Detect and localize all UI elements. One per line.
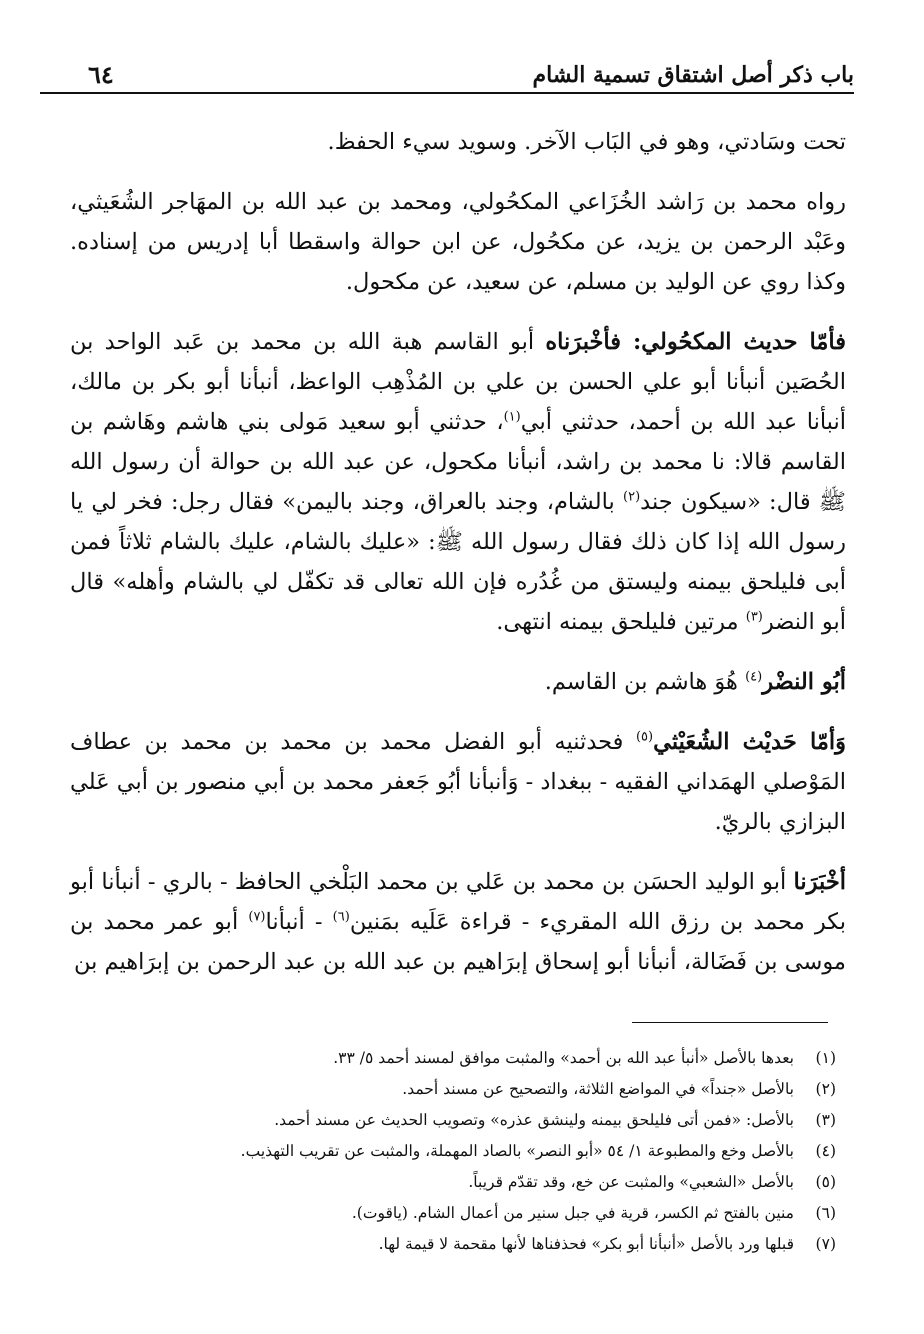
footnote [60,1043,836,1074]
footnote-separator [632,1022,828,1023]
chapter-title: باب ذكر أصل اشتقاق تسمية الشام [532,62,854,88]
running-header [40,40,854,88]
footnote-number: (٢) [815,1080,836,1098]
footnote-text: قبلها ورد بالأصل «أنبأنا أبو بكر» فحذفناها لأنها مقحمة لا قيمة لها. [378,1235,794,1253]
paragraph-5 [70,722,846,842]
paragraph-lead: أبُو النضْر [762,669,846,695]
footnote-ref: (٧) [248,909,266,925]
footnote-text: بالأصل وخع والمطبوعة ١/ ٥٤ «أبو النصر» بالصاد المهملة، والمثبت عن تقريب التهذيب. [240,1142,794,1160]
footnote [60,1198,836,1229]
footnote-number: (٤) [815,1142,836,1160]
footnote-number: (٦) [815,1204,836,1222]
paragraph-text: - أنبأنا [265,909,333,935]
paragraph-text: هُوَ هاشم بن القاسم. [544,669,746,695]
footnote [60,1229,836,1260]
footnote-number: (٧) [815,1235,836,1253]
paragraph-3 [70,322,846,642]
footnote [60,1074,836,1105]
paragraph-1: تحت وسَادتي، وهو في البَاب الآخر. وسويد سيء الحفظ. [327,129,846,155]
paragraph-text: أبو عمر محمد بن موسى بن فَضَالة، أنبأنا أبو إسحاق إبرَاهيم بن عبد الله بن عبد الرحمن بن إبرَاهيم بن [70,909,846,975]
footnote-ref: (٢) [623,489,641,505]
footnote-ref: (٣) [745,609,763,625]
footnote-text: بالأصل «جنداً» في المواضع الثلاثة، والتصحيح عن مسند أحمد. [402,1080,794,1098]
footnote-ref: (٤) [745,669,763,685]
footnote [60,1136,836,1167]
paragraph-lead: أخْبَرَنا [793,869,846,895]
page-number: ٦٤ [88,60,114,89]
header-rule [40,92,854,94]
paragraph-text: مرتين فليلحق بيمنه انتهى. [496,609,746,635]
paragraph-text: أبو القاسم هبة الله بن محمد بن عَبد الواحد بن الحُصَين أنبأنا أبو علي الحسن بن علي بن المُذْهِب الواعظ، أنبأنا أبو بكر بن مالك، أنبأنا عبد الله بن أحمد، حدثني أبي [70,329,846,435]
footnote-ref: (٥) [635,729,654,745]
paragraph-2: رواه محمد بن رَاشد الخُزَاعي المكحُولي، ومحمد بن عبد الله بن المهَاجر الشُعَيثي، وعَبْد الرحمن بن يزيد، عن مكحُول، عن ابن حوالة واسقطا أبا إدريس من إسناده. وكذا روي عن الوليد بن مسلم، عن سعيد، عن مكحول. [70,189,846,295]
footnote-text: بعدها بالأصل «أنبأ عبد الله بن أحمد» والمثبت موافق لمسند أحمد ٥/ ٣٣. [333,1049,794,1067]
footnotes [60,1043,836,1260]
main-text [70,122,846,982]
footnote-ref: (١) [503,409,521,425]
paragraph-text: ، حدثني أبو سعيد مَولى بني هاشم وهَاشم بن القاسم قالا: نا محمد بن راشد، أنبأنا مكحول، عن عبد الله بن حوالة أن رسول الله ﷺ قال: «سيكون جند [70,409,846,515]
paragraph-lead: وَأمّا حَديْث الشُعَيْثي [653,729,846,755]
footnote-number: (٥) [815,1173,836,1191]
paragraph-6 [70,862,846,982]
footnote-number: (٣) [815,1111,836,1129]
footnote [60,1167,836,1198]
footnote-text: منين بالفتح ثم الكسر، قرية في جبل سنير من أعمال الشام. (ياقوت). [351,1204,794,1222]
paragraph-text: أبو الوليد الحسَن بن محمد بن عَلي بن محمد البَلْخي الحافظ - بالري - أنبأنا أبو بكر محمد بن رزق الله المقريء - قراءة عَلَيه بمَنين [70,869,846,935]
footnote-ref: (٦) [332,909,350,925]
paragraph-4 [70,662,846,702]
footnote [60,1105,836,1136]
footnote-text: بالأصل: «فمن أتى فليلحق بيمنه ولينشق عذره» وتصويب الحديث عن مسند أحمد. [274,1111,794,1129]
footnote-text: بالأصل «الشعبي» والمثبت عن خع، وقد تقدّم قريباً. [468,1173,794,1191]
paragraph-lead: فأمّا حديث المكحُولي: فأخْبرَناه [545,329,846,355]
paragraph-text: فحدثنيه أبو الفضل محمد بن محمد بن محمد بن عطاف المَوْصلي الهمَداني الفقيه - ببغداد - وَأنبأنا أبُو جَعفر محمد بن أبي منصور بن أبي عَلي البزازي بالريّ. [70,729,846,835]
footnote-number: (١) [815,1049,836,1067]
paragraph-text: بالشام، وجند بالعراق، وجند باليمن» فقال رجل: فخر لي يا رسول الله إذا كان ذلك فقال رسول الله ﷺ: «عليك بالشام، عليك بالشام ثلاثاً فمن أبى فليلحق بيمنه وليستق من غُدُره فإن الله تعالى قد تكفّل لي بالشام وأهله» قال أبو النضر [70,489,846,635]
